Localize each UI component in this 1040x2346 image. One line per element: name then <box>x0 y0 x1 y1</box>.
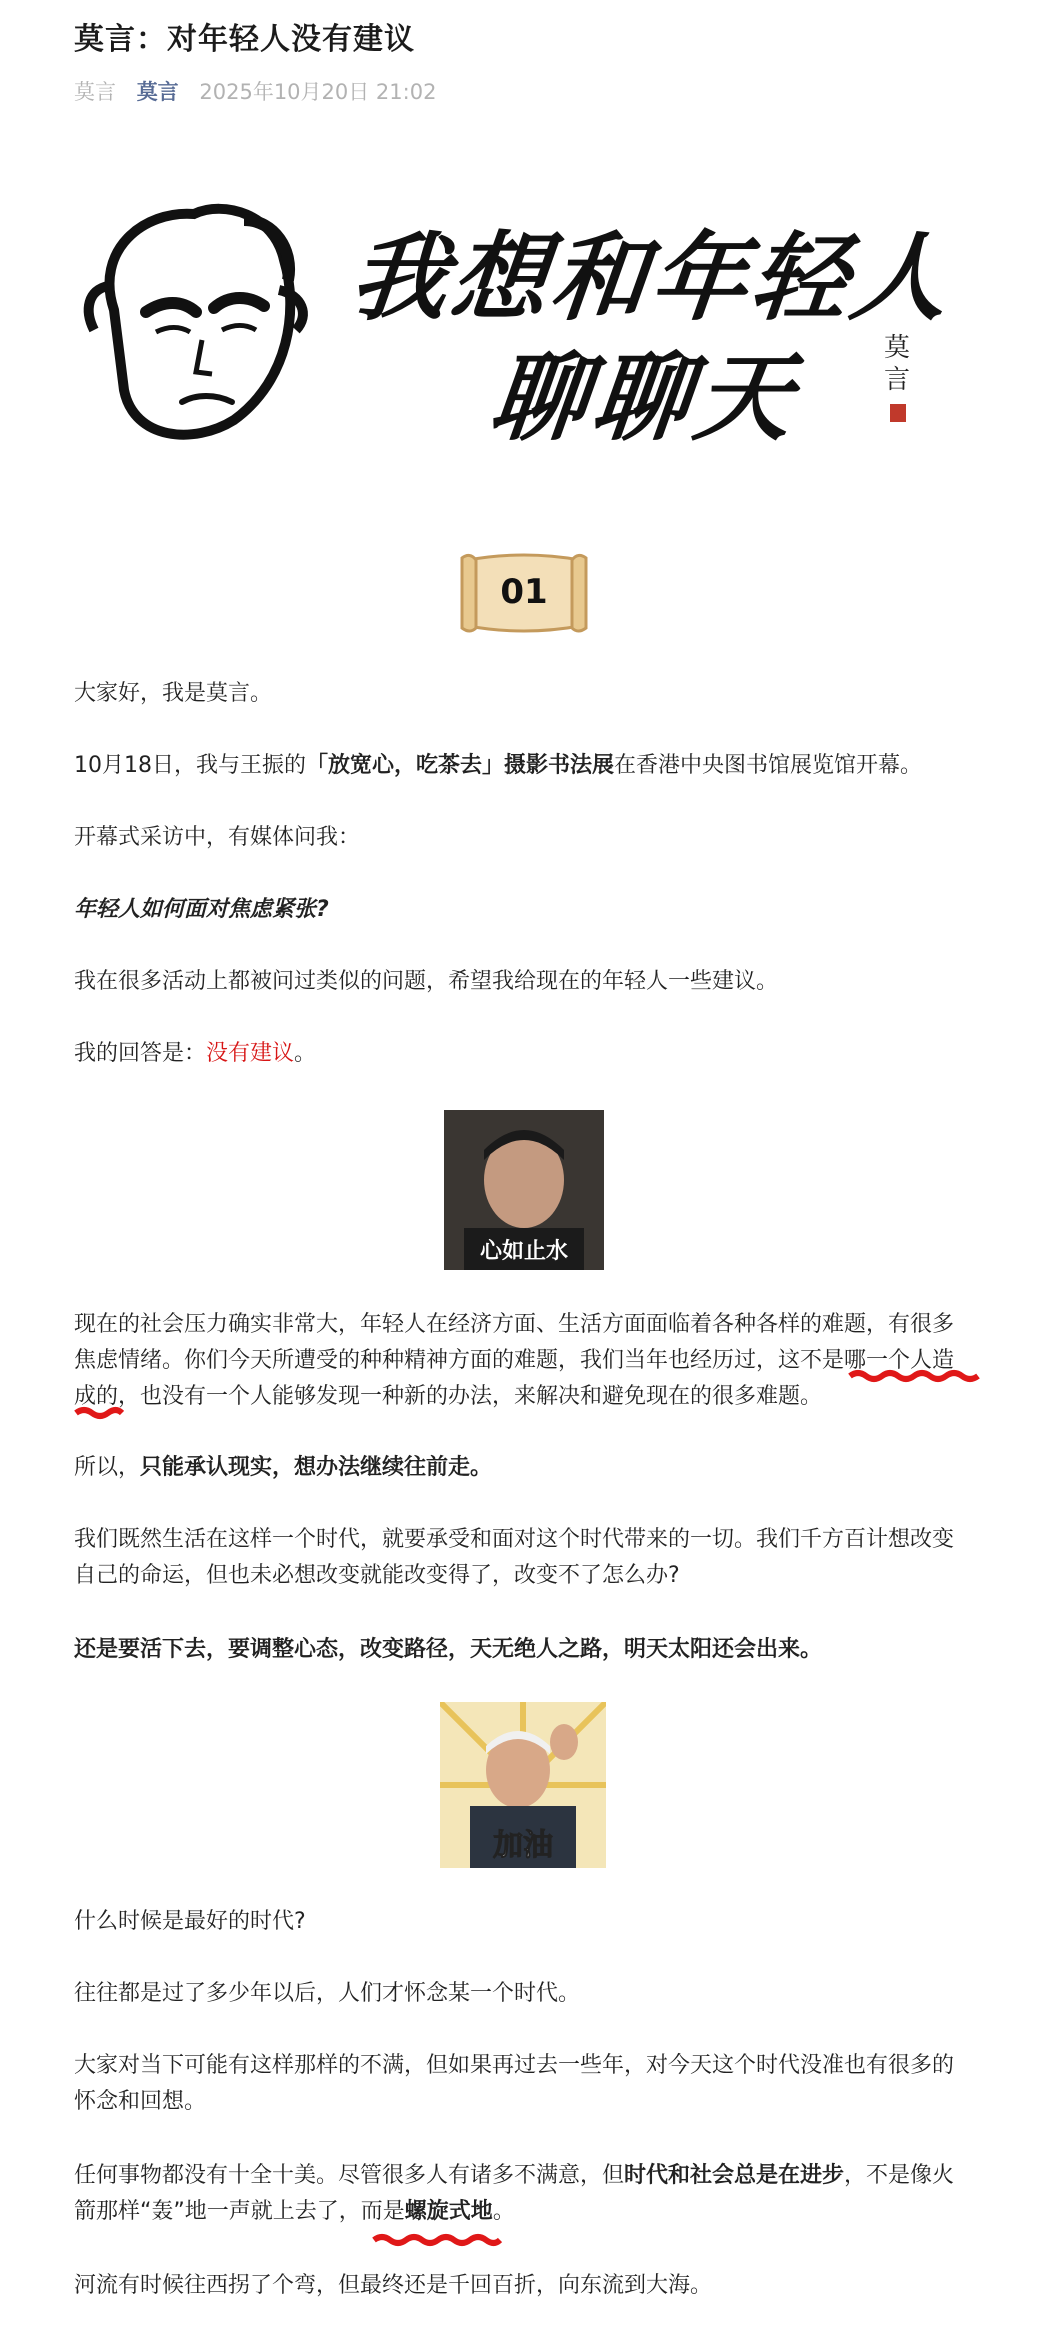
paragraph-context: 我在很多活动上都被问过类似的问题，希望我给现在的年轻人一些建议。 <box>74 969 779 994</box>
bold-spiral: 螺旋式地 <box>404 2199 493 2224</box>
hero-signature: 莫言 <box>883 333 910 395</box>
paragraph-interview: 开幕式采访中，有媒体问我： <box>74 825 361 850</box>
seal-stamp-icon <box>890 404 906 422</box>
paragraph-text: 所以， <box>74 1455 141 1480</box>
paragraph-text: 在香港中央图书馆展览馆开幕。 <box>614 753 923 778</box>
paragraph-exhibition <box>74 748 974 784</box>
article-meta <box>74 76 450 106</box>
red-underline-mark <box>372 2232 504 2252</box>
section-number-badge <box>458 550 590 636</box>
meme-image-cheer <box>440 1702 606 1868</box>
paragraph-text: 任何事物都没有十全十美。尽管很多人有诸多不满意，但 <box>74 2163 625 2188</box>
hero-headline-line2: 聊聊天 <box>485 341 804 454</box>
paragraph-text: ，不是像火箭那样“轰”地一声就上去了，而是 <box>74 2163 955 2224</box>
caricature-portrait <box>74 190 344 460</box>
paragraph-accept <box>74 1450 974 1486</box>
section-number: 01 <box>500 572 548 612</box>
paragraph-nostalgia: 往往都是过了多少年以后，人们才怀念某一个时代。 <box>74 1981 581 2006</box>
bold-progress: 时代和社会总是在进步 <box>624 2163 845 2188</box>
paragraph-progress <box>74 2158 974 2230</box>
paragraph-pressure: 现在的社会压力确实非常大，年轻人在经济方面、生活方面面临着各种各样的难题，有很多焦虑情绪。你们今天所遭受的种种精神方面的难题，我们当年也经历过，这不是哪一个人造成的，也没有一个人能够发现一种新的办法，来解决和避免现在的很多难题。 <box>74 1312 955 1409</box>
paragraph-river: 河流有时候往西拐了个弯，但最终还是千回百折，向东流到大海。 <box>74 2273 713 2298</box>
red-underline-mark <box>848 1368 982 1388</box>
red-underline-mark <box>74 1405 124 1425</box>
paragraph-best-era: 什么时候是最好的时代? <box>74 1909 306 1934</box>
hero-banner <box>74 190 964 460</box>
publish-date: 2025年10月20日 21:02 <box>199 80 437 104</box>
paragraph-text: 。 <box>294 1041 317 1066</box>
account-name: 莫言 <box>74 80 116 104</box>
exhibition-name: 「放宽心，吃茶去」摄影书法展 <box>306 753 615 778</box>
article-title: 莫言：对年轻人没有建议 <box>74 22 415 57</box>
bold-statement: 只能承认现实，想办法继续往前走。 <box>140 1455 493 1480</box>
hero-headline-line1: 我想和年轻人 <box>345 221 958 334</box>
paragraph-text: 。 <box>492 2199 515 2224</box>
paragraph-question: 年轻人如何面对焦虑紧张? <box>74 897 329 922</box>
meme-caption: 心如止水 <box>479 1239 568 1264</box>
meme-caption: 加油 <box>493 1828 553 1863</box>
highlight-no-advice: 没有建议 <box>206 1041 295 1066</box>
paragraph-answer <box>74 1036 974 1072</box>
author-link[interactable]: 莫言 <box>136 80 179 104</box>
paragraph-era: 我们既然生活在这样一个时代，就要承受和面对这个时代带来的一切。我们千方百计想改变自己的命运，但也未必想改变就能改变得了，改变不了怎么办? <box>74 1527 955 1588</box>
paragraph-discontent: 大家对当下可能有这样那样的不满，但如果再过去一些年，对今天这个时代没准也有很多的怀念和回想。 <box>74 2053 955 2114</box>
paragraph-text: 10月18日，我与王振的 <box>74 753 306 778</box>
paragraph-keep-living: 还是要活下去，要调整心态，改变路径，天无绝人之路，明天太阳还会出来。 <box>74 1637 823 1662</box>
meme-image-calm <box>444 1110 604 1270</box>
paragraph-greeting: 大家好，我是莫言。 <box>74 681 273 706</box>
paragraph-text: 我的回答是： <box>74 1041 207 1066</box>
